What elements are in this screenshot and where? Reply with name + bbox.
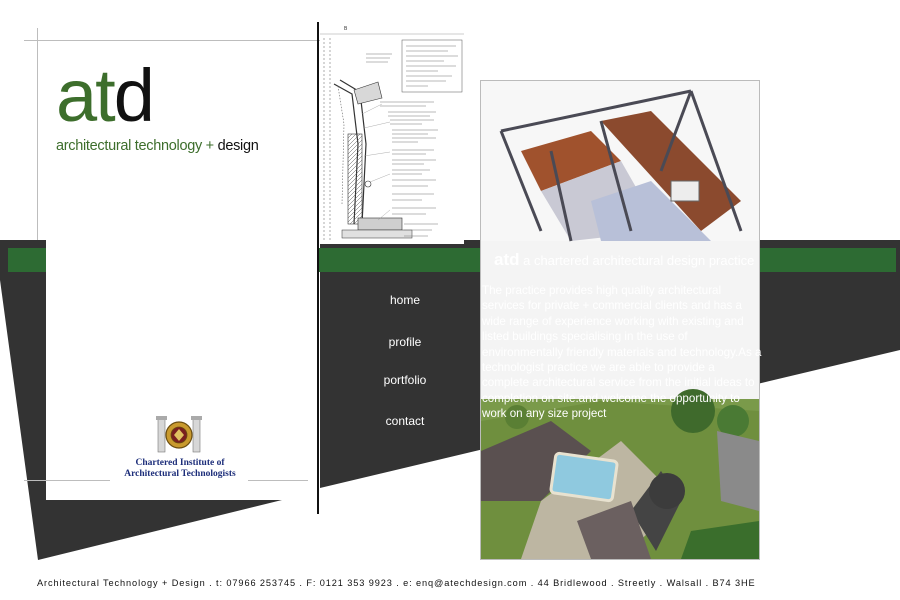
- nav-profile[interactable]: profile: [388, 335, 422, 349]
- nav-home[interactable]: home: [389, 293, 421, 307]
- intro-text: The practice provides high quality architectural services for private + commercial clients and has a wide range of experience working with existing and listed buildings specialising in the use of environmentally friendly materials and technology.As a technologist practice we are able to provide a complete architectural service from the initial ideas to completion on site.and welcome the opportunity to work on any size project: [482, 284, 762, 421]
- logo-part-green: at: [56, 54, 114, 137]
- headline-rest: a chartered architectural design practice: [519, 253, 755, 268]
- footer-contact: Architectural Technology + Design . t: 07966 253745 . F: 0121 353 9923 . e: enq@atechdesign.com . 44 Bridlewood . Streetly . Walsall . B74 3HE: [37, 578, 756, 588]
- guide-line-bottom-left: [24, 480, 110, 481]
- headline: [494, 250, 754, 270]
- tagline-part2: design: [217, 138, 259, 154]
- guide-line-bottom-right: [248, 480, 308, 481]
- logo-part-black: d: [113, 54, 153, 137]
- ciat-crest-icon: [156, 416, 202, 456]
- guide-line-top: [24, 40, 320, 41]
- guide-line-left: [37, 28, 38, 240]
- construction-detail-drawing: [318, 24, 466, 246]
- headline-strong: atd: [494, 250, 520, 269]
- ciat-line1: Chartered Institute of: [135, 458, 225, 468]
- drawing-marker: B: [344, 26, 348, 32]
- nav-portfolio[interactable]: portfolio: [383, 373, 427, 387]
- ciat-name: [114, 458, 246, 480]
- logo-tagline: [56, 138, 259, 154]
- ciat-line2: Architectural Technologists: [124, 469, 236, 479]
- logo[interactable]: [56, 56, 153, 136]
- tagline-part1: architectural technology +: [56, 138, 218, 154]
- nav-contact[interactable]: contact: [385, 414, 425, 428]
